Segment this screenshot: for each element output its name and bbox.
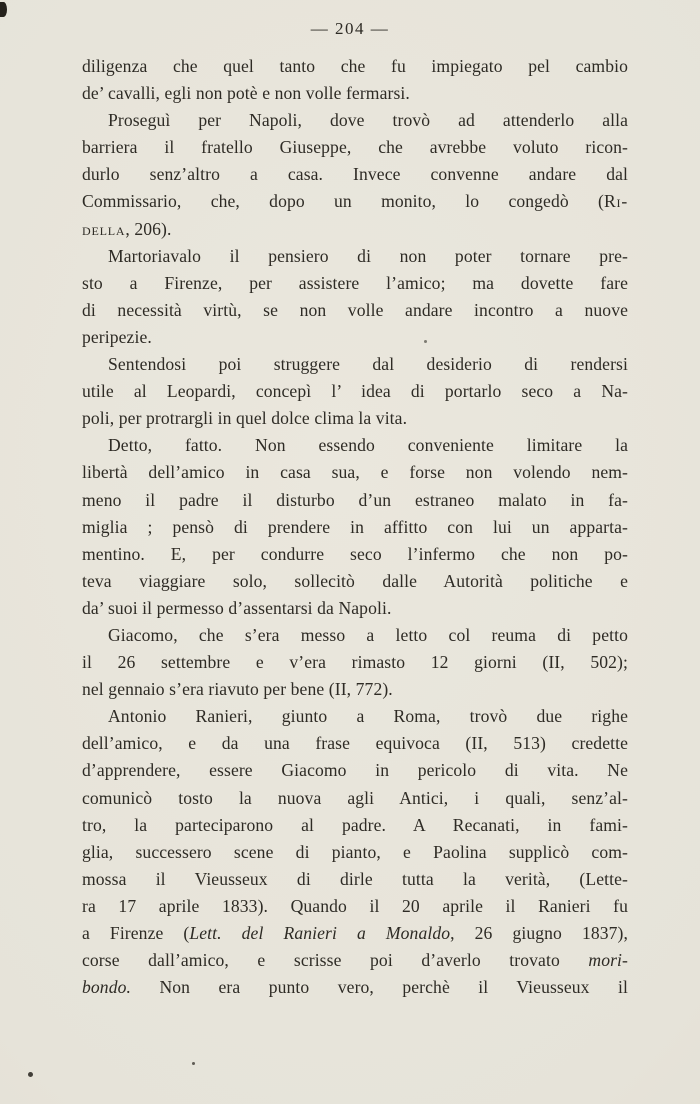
text-segment: Non era punto vero, perchè il Vieusseux il (130, 977, 628, 998)
italic-text: Lett. del Ranieri a Monaldo (189, 923, 451, 943)
text-segment: sto a Firenze, per assistere l’amico; ma dovette fare (82, 272, 628, 293)
text-line (82, 53, 628, 80)
text-segment: , 26 giugno 1837), (450, 923, 628, 943)
text-segment: Proseguì per Napoli, dove trovò ad attenderlo alla (108, 110, 628, 131)
scan-speck (424, 340, 427, 343)
text-segment: barriera il fratello Giuseppe, che avrebbe voluto ricon- (82, 137, 628, 158)
paragraph (82, 432, 628, 622)
text-line (82, 134, 628, 161)
text-line (82, 161, 628, 188)
paragraph (82, 703, 628, 1001)
text-line (82, 622, 628, 649)
text-line (82, 80, 628, 107)
scan-speck (28, 1072, 33, 1077)
smallcaps-text: della (82, 218, 126, 239)
text-line (82, 757, 628, 784)
text-segment: utile al Leopardi, concepì l’ idea di portarlo seco a Na- (82, 381, 628, 402)
text-line (82, 785, 628, 812)
text-line (82, 595, 628, 622)
text-line (82, 107, 628, 134)
text-line (82, 812, 628, 839)
text-line (82, 243, 628, 270)
text-segment: peripezie. (82, 326, 152, 347)
text-segment: Giacomo, che s’era messo a letto col reuma di petto (108, 624, 628, 645)
text-line (82, 703, 628, 730)
text-segment: ra 17 aprile 1833). Quando il 20 aprile il Ranieri fu (82, 895, 628, 916)
scan-speck (0, 2, 7, 17)
text-line (82, 216, 628, 243)
text-segment: comunicò tosto la nuova agli Antici, i quali, senz’al- (82, 787, 628, 808)
text-segment: d’apprendere, essere Giacomo in pericolo di vita. Ne (82, 760, 628, 781)
text-segment: dell’amico, e da una frase equivoca (II, 513) credette (82, 733, 628, 754)
text-segment: , 206). (125, 218, 172, 239)
paragraph (82, 351, 628, 432)
text-line (82, 676, 628, 703)
text-segment: diligenza che quel tanto che fu impiegato pel cambio (82, 56, 628, 76)
text-segment: Commissario, che, dopo un monito, lo congedò ( (82, 191, 604, 212)
text-segment: glia, successero scene di pianto, e Paolina supplicò com- (82, 841, 628, 862)
paragraph (82, 622, 628, 703)
text-line (82, 649, 628, 676)
text-segment: Antonio Ranieri, giunto a Roma, trovò due righe (108, 706, 628, 727)
text-segment: mentino. E, per condurre seco l’infermo che non po- (82, 543, 628, 564)
text-segment: corse dall’amico, e scrisse poi d’averlo trovato (82, 950, 589, 971)
scan-speck (192, 1062, 195, 1065)
text-segment: mossa il Vieusseux di dirle tutta la verità, (Lette- (82, 868, 628, 889)
text-segment: poli, per protrargli in quel dolce clima la vita. (82, 408, 408, 429)
page-text (82, 53, 628, 1001)
text-line (82, 487, 628, 514)
text-line (82, 351, 628, 378)
text-segment: Detto, fatto. Non essendo conveniente limitare la (108, 435, 628, 456)
text-line (82, 893, 628, 920)
text-line (82, 730, 628, 757)
paragraph (82, 107, 628, 242)
text-segment: a Firenze ( (82, 923, 190, 943)
text-line (82, 839, 628, 866)
text-line (82, 432, 628, 459)
text-segment: da’ suoi il permesso d’assentarsi da Napoli. (82, 597, 392, 618)
text-segment: durlo senz’altro a casa. Invece convenne andare dal (82, 164, 628, 185)
text-segment: tro, la parteciparono al padre. A Recanati, in fami- (82, 814, 628, 835)
paragraph (82, 243, 628, 351)
text-line (82, 920, 628, 947)
smallcaps-text: Ri- (604, 191, 628, 212)
text-line (82, 541, 628, 568)
text-segment: Martoriavalo il pensiero di non poter tornare pre- (108, 245, 628, 266)
text-segment: teva viaggiare solo, sollecitò dalle Autorità politiche e (82, 570, 628, 591)
text-segment: Sentendosi poi struggere dal desiderio di rendersi (108, 354, 628, 375)
text-segment: di necessità virtù, se non volle andare incontro a nuove (82, 299, 628, 320)
text-line (82, 974, 628, 1001)
text-line (82, 270, 628, 297)
text-line (82, 459, 628, 486)
text-segment: il 26 settembre e v’era rimasto 12 giorni (II, 502); (82, 652, 628, 673)
text-line (82, 568, 628, 595)
italic-text: mori- (588, 950, 628, 971)
text-segment: meno il padre il disturbo d’un estraneo malato in fa- (82, 489, 628, 510)
text-line (82, 866, 628, 893)
text-line (82, 324, 628, 351)
text-segment: libertà dell’amico in casa sua, e forse non volendo nem- (82, 462, 628, 483)
text-line (82, 514, 628, 541)
italic-text: bondo. (82, 977, 131, 998)
paragraph (82, 53, 628, 107)
text-line (82, 297, 628, 324)
text-line (82, 378, 628, 405)
text-segment: de’ cavalli, egli non potè e non volle fermarsi. (82, 83, 410, 104)
text-line (82, 947, 628, 974)
text-line (82, 405, 628, 432)
text-line (82, 188, 628, 215)
page-number: — 204 — (310, 19, 390, 38)
text-segment: nel gennaio s’era riavuto per bene (II, 772). (82, 679, 393, 700)
text-segment: miglia ; pensò di prendere in affitto con lui un apparta- (82, 516, 628, 537)
